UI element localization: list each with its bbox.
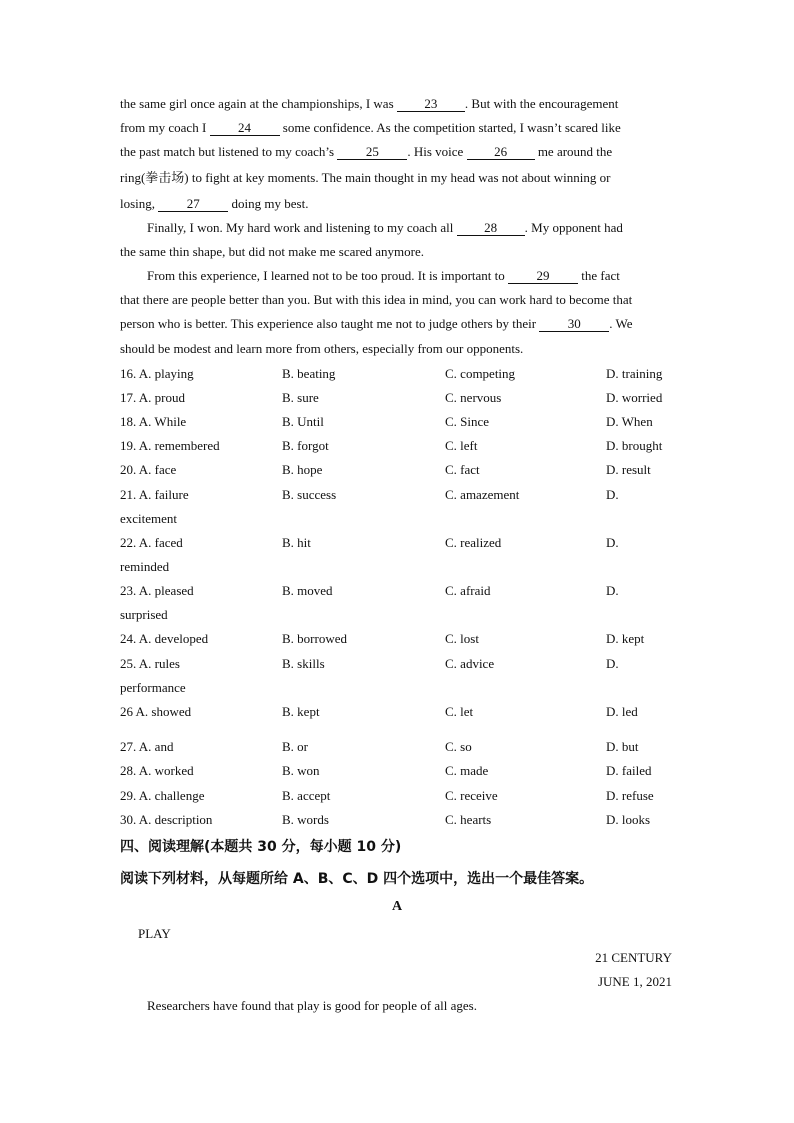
option-22-d: D. [606,535,619,550]
passage-line-10 [120,316,675,332]
option-19-a: 19. A. remembered [120,438,220,453]
option-22-d-wrap: reminded [120,559,170,574]
option-27-b: B. or [282,739,308,754]
text: . My opponent had [524,220,623,235]
option-23-b: B. moved [282,583,333,598]
passage-line-11: should be modest and learn more from others, especially from our opponents. [120,341,524,356]
option-24-a: 24. A. developed [120,631,209,646]
option-19-b: B. forgot [282,438,329,453]
option-25-d: D. [606,656,619,671]
option-29-b: B. accept [282,788,331,803]
section-instruction: 阅读下列材料，从每题所给 A、B、C、D 四个选项中，选出一个最佳答案。 [120,871,594,887]
article-first-line: Researchers have found that play is good for people of all ages. [147,998,477,1013]
option-25-c: C. advice [445,656,495,671]
text: Finally, I won. My hard work and listening to my coach all [147,220,457,235]
option-16-b: B. beating [282,366,336,381]
option-20-c: C. fact [445,462,480,477]
option-30-d: D. looks [606,812,651,827]
option-21-a: 21. A. failure [120,487,189,502]
text: me around the [534,144,613,159]
option-17-c: C. nervous [445,390,502,405]
text: From this experience, I learned not to be too proud. It is important to [147,268,509,283]
passage-line-1 [120,96,675,112]
option-30-b: B. words [282,812,329,827]
option-27-a: 27. A. and [120,739,174,754]
article-date: JUNE 1, 2021 [597,974,672,989]
option-18-c: C. Since [445,414,490,429]
text: . But with the encouragement [464,96,619,111]
option-26-b: B. kept [282,704,320,719]
option-16-c: C. competing [445,366,516,381]
option-29-c: C. receive [445,788,498,803]
option-22-b: B. hit [282,535,311,550]
article-source: 21 CENTURY [595,950,672,965]
text: the fact [578,268,620,283]
option-18-d: D. When [606,414,653,429]
blank-23: 23 [397,96,465,112]
option-23-d-wrap: surprised [120,607,168,622]
option-22-c: C. realized [445,535,502,550]
option-17-d: D. worried [606,390,663,405]
blank-27: 27 [158,196,228,212]
option-17-b: B. sure [282,390,319,405]
option-18-b: B. Until [282,414,324,429]
option-26-c: C. let [445,704,474,719]
option-16-d: D. training [606,366,663,381]
blank-29: 29 [508,268,578,284]
option-16-a: 16. A. playing [120,366,194,381]
passage-line-5 [120,196,675,212]
text: . We [609,316,633,331]
option-24-b: B. borrowed [282,631,347,646]
passage-line-2 [120,120,675,136]
text: losing, [120,196,159,211]
passage-line-6 [147,220,702,236]
option-28-a: 28. A. worked [120,763,194,778]
option-23-c: C. afraid [445,583,491,598]
option-20-b: B. hope [282,462,323,477]
passage-line-8 [147,268,702,284]
option-30-c: C. hearts [445,812,492,827]
option-25-b: B. skills [282,656,325,671]
option-24-c: C. lost [445,631,479,646]
option-26-a: 26 A. showed [120,704,192,719]
option-29-d: D. refuse [606,788,654,803]
blank-30: 30 [539,316,609,332]
option-26-d: D. led [606,704,638,719]
option-19-d: D. brought [606,438,663,453]
text: some confidence. As the competition started, I wasn’t scared like [279,120,621,135]
option-18-a: 18. A. While [120,414,187,429]
text: doing my best. [228,196,309,211]
option-17-a: 17. A. proud [120,390,185,405]
blank-24: 24 [210,120,280,136]
text: the past match but listened to my coach’s [120,144,338,159]
option-28-d: D. failed [606,763,652,778]
text: the same girl once again at the championships, I was [120,96,397,111]
option-29-a: 29. A. challenge [120,788,205,803]
option-21-d-wrap: excitement [120,511,178,526]
option-22-a: 22. A. faced [120,535,183,550]
option-20-a: 20. A. face [120,462,177,477]
text: person who is better. This experience also taught me not to judge others by their [120,316,540,331]
option-30-a: 30. A. description [120,812,213,827]
option-19-c: C. left [445,438,478,453]
option-20-d: D. result [606,462,651,477]
section-heading: 四、阅读理解(本题共 30 分，每小题 10 分) [120,839,402,855]
option-25-a: 25. A. rules [120,656,180,671]
option-28-c: C. made [445,763,489,778]
article-title: PLAY [138,926,171,941]
option-27-c: C. so [445,739,472,754]
option-21-d: D. [606,487,619,502]
option-21-c: C. amazement [445,487,520,502]
option-21-b: B. success [282,487,337,502]
text: . His voice [407,144,467,159]
passage-line-4: ring(拳击场) to fight at key moments. The main thought in my head was not about winning or [120,170,611,185]
part-label: A [391,899,403,914]
text: from my coach I [120,120,210,135]
passage-line-3 [120,144,675,160]
option-25-d-wrap: performance [120,680,186,695]
option-23-d: D. [606,583,619,598]
option-23-a: 23. A. pleased [120,583,194,598]
blank-25: 25 [337,144,407,160]
option-28-b: B. won [282,763,320,778]
blank-26: 26 [467,144,535,160]
blank-28: 28 [457,220,525,236]
passage-line-9: that there are people better than you. But with this idea in mind, you can work hard to become that [120,292,633,307]
option-27-d: D. but [606,739,639,754]
option-24-d: D. kept [606,631,645,646]
passage-line-7: the same thin shape, but did not make me scared anymore. [120,244,424,259]
